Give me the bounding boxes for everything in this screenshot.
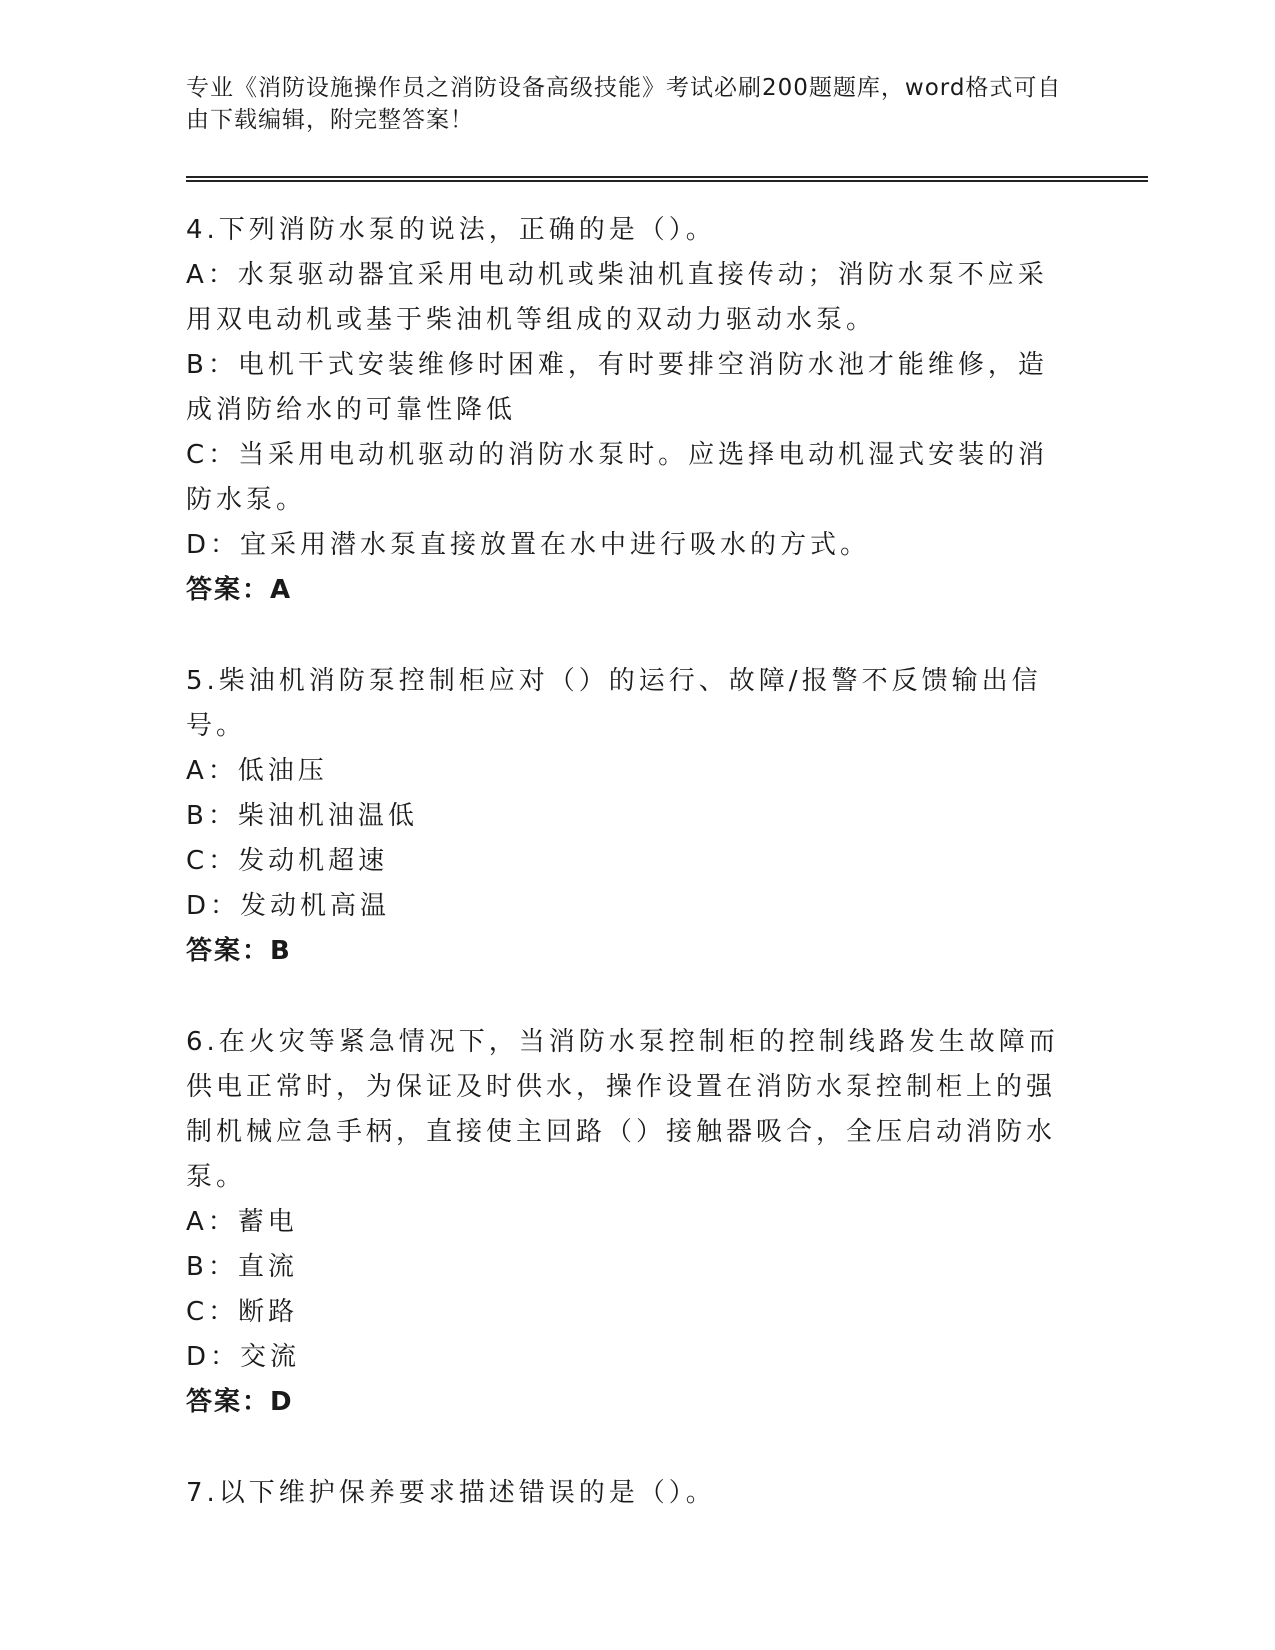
question-text: 6.在火灾等紧急情况下，当消防水泵控制柜的控制线路发生故障而供电正常时，为保证及时供水，操作设置在消防水泵控制柜上的强制机械应急手柄，直接使主回路（）接触器吸合，全压启动消防水泵。 [186, 1027, 1059, 1192]
question-7 [186, 1471, 1071, 1516]
option-c: C：断路 [186, 1297, 299, 1327]
option-d: D：宜采用潜水泵直接放置在水中进行吸水的方式。 [186, 530, 871, 560]
answer: 答案：A [186, 575, 293, 605]
question-6 [186, 1020, 1071, 1425]
document-header: 专业《消防设施操作员之消防设备高级技能》考试必刷200题题库，word格式可自由下载编辑，附完整答案！ [186, 75, 1062, 133]
option-c: C：发动机超速 [186, 846, 389, 876]
question-text: 4.下列消防水泵的说法，正确的是（）。 [186, 215, 716, 245]
question-list [186, 208, 1071, 1562]
question-4 [186, 208, 1071, 613]
option-a: A：水泵驱动器宜采用电动机或柴油机直接传动；消防水泵不应采用双电动机或基于柴油机等组成的双动力驱动水泵。 [186, 260, 1048, 335]
option-b: B：柴油机油温低 [186, 801, 418, 831]
question-text: 5.柴油机消防泵控制柜应对（）的运行、故障/报警不反馈输出信号。 [186, 666, 1042, 741]
option-a: A：蓄电 [186, 1207, 298, 1237]
answer: 答案：B [186, 936, 292, 966]
option-d: D：发动机高温 [186, 891, 391, 921]
answer: 答案：D [186, 1387, 294, 1417]
option-d: D：交流 [186, 1342, 301, 1372]
option-b: B：电机干式安装维修时困难，有时要排空消防水池才能维修，造成消防给水的可靠性降低 [186, 350, 1048, 425]
question-5 [186, 659, 1071, 974]
header-divider [186, 176, 1148, 182]
question-text: 7.以下维护保养要求描述错误的是（）。 [186, 1478, 716, 1508]
option-a: A：低油压 [186, 756, 328, 786]
option-b: B：直流 [186, 1252, 298, 1282]
option-c: C：当采用电动机驱动的消防水泵时。应选择电动机湿式安装的消防水泵。 [186, 440, 1049, 515]
